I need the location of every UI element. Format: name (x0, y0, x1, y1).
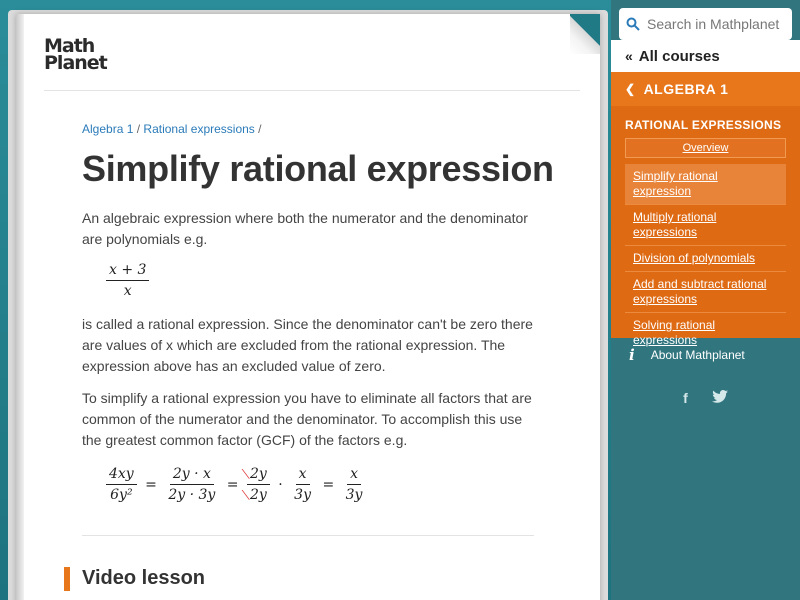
page-title: Simplify rational expression (82, 148, 554, 189)
search-box[interactable] (619, 8, 792, 40)
page-curl (570, 14, 600, 54)
header-divider (44, 90, 580, 91)
sidebar (611, 0, 800, 600)
info-icon: i (629, 346, 635, 364)
breadcrumb (82, 122, 262, 136)
fraction: $\frac{x + 3}{x}$ (106, 262, 149, 299)
facebook-icon[interactable]: f (683, 390, 688, 406)
fraction: $\frac{x}{3y}$ (294, 466, 311, 503)
logo-line1: Math (44, 35, 95, 57)
cancelled-fraction: $\frac{2y}{2y}$ (247, 466, 270, 503)
about-label: About Mathplanet (650, 348, 745, 362)
result-fraction: $\frac{x}{3y}$ (345, 466, 363, 503)
content-page (16, 14, 600, 600)
chevron-left-icon: ❮ (625, 82, 636, 96)
gcf-paragraph: To simplify a rational expression you have to eliminate all factors that are common of the numerator and the denominator. To accomplish this use the greatest common factor (GCF) of the factors e.g. (82, 390, 532, 448)
course-label: ALGEBRA 1 (643, 81, 729, 97)
section-heading: RATIONAL EXPRESSIONS (625, 118, 782, 132)
section-menu (611, 106, 800, 347)
rational-expression-example (106, 262, 149, 299)
search-input[interactable] (647, 16, 787, 32)
fraction: $\frac{4xy}{\text{6y²}}$ (106, 466, 137, 503)
page-binding (16, 14, 24, 600)
social-links (611, 390, 800, 406)
topic-solving-rational-expressions[interactable]: Solving rational expressions (625, 312, 786, 353)
fraction: $\frac{2y \cdot x}{2y \cdot 3y}$ (168, 466, 216, 503)
breadcrumb-separator: / (258, 122, 262, 136)
topic-add-and-subtract-rational-expressions[interactable]: Add and subtract rational expressions (625, 271, 786, 312)
twitter-icon[interactable] (712, 390, 728, 406)
topic-division-of-polynomials[interactable]: Division of polynomials (625, 245, 786, 271)
overview-link[interactable]: Overview (625, 138, 786, 158)
simplification-example: $\frac{4xy}{\text{6y²}}$ = $\frac{2y \cdot x}{2y \cdot 3y}$ = $\frac{2y}{2y}$ · $\frac{x}{3y}$ = $\frac{x}{3y}$ (106, 466, 365, 503)
intro-paragraph: An algebraic expression where both the numerator and the denominator are polynomials e.g. (82, 210, 528, 247)
video-lesson-heading: Video lesson (82, 567, 206, 589)
breadcrumb-algebra-1[interactable]: Algebra 1 (82, 122, 134, 136)
section-divider (82, 535, 534, 536)
topic-multiply-rational-expressions[interactable]: Multiply rational expressions (625, 204, 786, 245)
all-courses-link[interactable] (611, 40, 800, 72)
topic-simplify-rational-expression[interactable]: Simplify rational expression (625, 164, 786, 204)
section-accent-bar (64, 567, 70, 591)
logo-line2: Planet (44, 52, 107, 74)
mathplanet-logo[interactable] (44, 35, 107, 74)
about-mathplanet-link[interactable] (611, 338, 800, 372)
breadcrumb-separator: / (136, 122, 141, 136)
breadcrumb-rational-expressions[interactable]: Rational expressions (143, 122, 255, 136)
explanation-paragraph: is called a rational expression. Since the denominator can't be zero there are values of x which are excluded from the rational expression. The expression above has an excluded value of zero. (82, 316, 533, 374)
course-link-algebra-1[interactable] (611, 72, 800, 106)
search-icon[interactable] (619, 17, 647, 31)
all-courses-label: All courses (638, 47, 720, 65)
double-chevron-left-icon: « (625, 48, 633, 64)
